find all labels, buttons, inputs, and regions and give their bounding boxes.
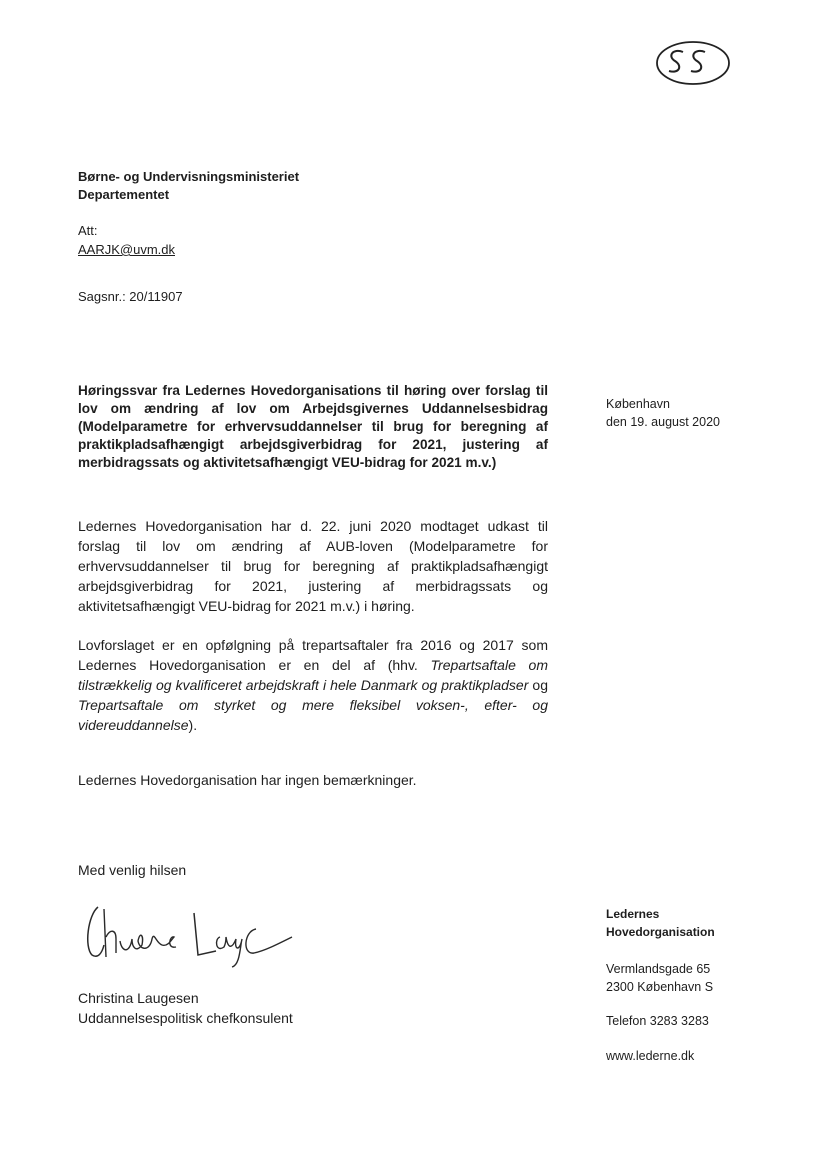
place-date-block [606,395,720,431]
signer-name: Christina Laugesen [78,990,199,1006]
closing-salutation: Med venlig hilsen [78,862,187,878]
sender-street: Vermlandsgade 65 [606,962,711,976]
sender-organisation [606,905,715,941]
sender-address [606,960,713,996]
signer-title: Uddannelsespolitisk chefkonsulent [78,1010,293,1026]
date: den 19. august 2020 [606,415,720,429]
letter-subject: Høringssvar fra Ledernes Hovedorganisations til høring over forslag til lov om ændring af lov om Arbejdsgivernes Uddannelsesbidrag (Modelparametre for erhvervsuddannelser til brug for beregning af praktikpladsafhængigt arbejdsgiverbidrag for 2021, justering af merbidragssats og aktivitetsafhængigt VEU-bidrag for 2021 m.v.) [78,383,548,470]
agreement-title-1: Trepartsaftale om tilstrækkelig og kvalificeret arbejdskraft i hele Danmark og praktikpladser [78,657,548,693]
sender-website[interactable]: www.lederne.dk [606,1049,695,1063]
sender-postal: 2300 København S [606,980,714,994]
attention-label: Att: [78,223,98,238]
body-paragraph-2 [78,635,548,735]
handwritten-signature [70,895,300,975]
place: København [606,397,670,411]
body-paragraph-3: Ledernes Hovedorganisation har ingen bemærkninger. [78,772,417,788]
sender-org-line1: Ledernes [606,907,660,921]
sender-org-line2: Hovedorganisation [606,925,715,939]
recipient-ministry: Børne- og Undervisningsministeriet [78,169,300,184]
signer-block [78,988,293,1028]
attention-block [78,221,175,259]
body-paragraph-1: Ledernes Hovedorganisation har d. 22. juni 2020 modtaget udkast til forslag til lov om ændring af AUB-loven (Modelparametre for erhvervsuddannelser til brug for beregning af praktikpladsafhængigt arbejdsgiverbidrag for 2021, justering af merbidragssats og aktivitetsafhængigt VEU-bidrag for 2021 m.v.) i høring. [78,518,548,614]
paragraph-2-text-start: Lovforslaget er en opfølgning på trepartsaftaler fra 2016 og 2017 som Ledernes Hovedorganisation er en del af (hhv. [78,637,548,673]
recipient-department: Departementet [78,187,170,202]
paragraph-2-text-mid: og [528,677,548,693]
initials-stamp [655,40,731,86]
attention-email-link[interactable]: AARJK@uvm.dk [78,242,175,257]
sender-phone: Telefon 3283 3283 [606,1014,709,1028]
case-number: Sagsnr.: 20/11907 [78,289,183,304]
agreement-title-2: Trepartsaftale om styrket og mere fleksibel voksen-, efter- og videreuddannelse [78,697,548,733]
recipient-block [78,168,299,204]
paragraph-2-text-end: ). [188,717,198,733]
